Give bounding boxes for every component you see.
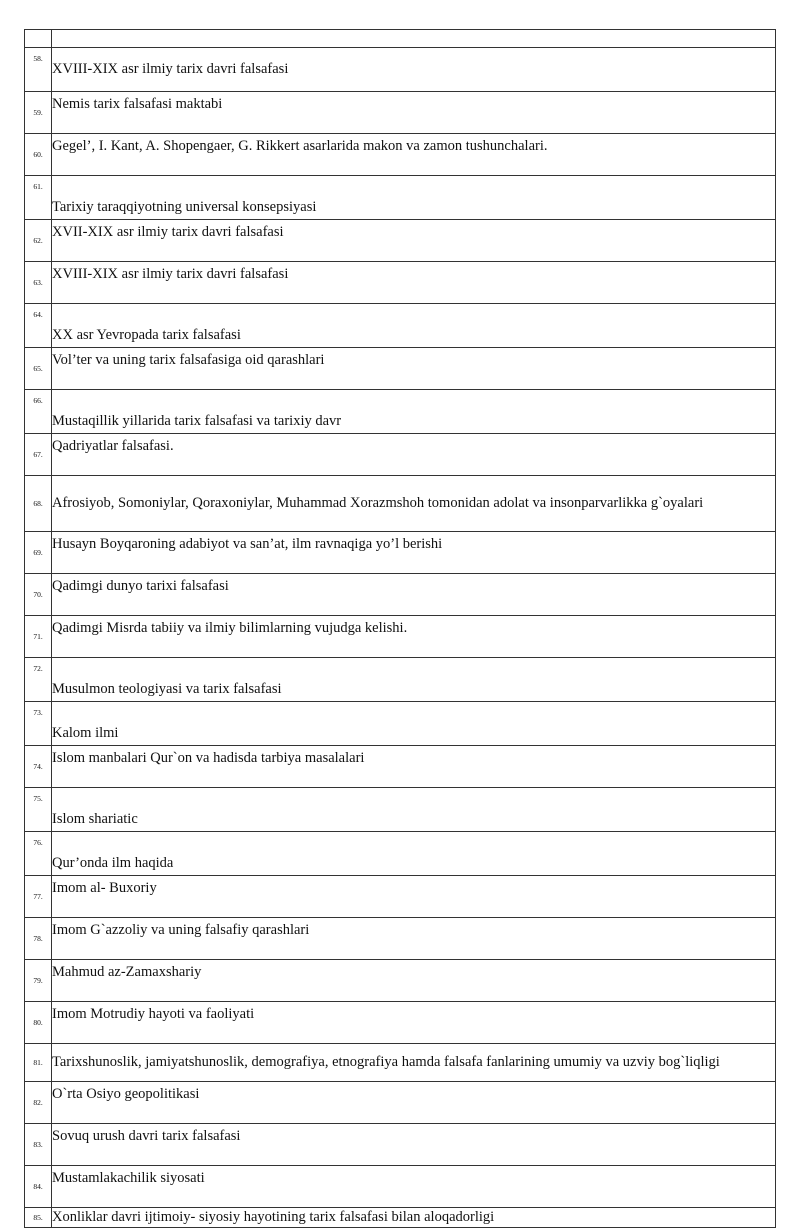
row-number: 79. (25, 960, 52, 1002)
row-number: 67. (25, 434, 52, 476)
row-topic: Qadimgi Misrda tabiiy va ilmiy bilimlarning vujudga kelishi. (52, 616, 776, 658)
table-row (25, 574, 776, 616)
header-cell-number (25, 30, 52, 48)
row-number: 65. (25, 348, 52, 390)
row-topic: Musulmon teologiyasi va tarix falsafasi (52, 658, 776, 702)
row-topic: Kalom ilmi (52, 702, 776, 746)
row-number: 73. (25, 702, 52, 746)
table-row (25, 134, 776, 176)
table-row (25, 434, 776, 476)
row-topic: Afrosiyob, Somoniylar, Qoraxoniylar, Muhammad Xorazmshoh tomonidan adolat va insonparvarlikka g`oyalari (52, 476, 776, 532)
row-topic: Mahmud az-Zamaxshariy (52, 960, 776, 1002)
row-number: 61. (25, 176, 52, 220)
row-topic: Imom al- Buxoriy (52, 876, 776, 918)
table-row (25, 48, 776, 92)
row-topic: Xonliklar davri ijtimoiy- siyosiy hayotining tarix falsafasi bilan aloqadorligi (52, 1208, 776, 1228)
table-row (25, 658, 776, 702)
row-number: 84. (25, 1166, 52, 1208)
row-number: 81. (25, 1044, 52, 1082)
table-header-row (25, 30, 776, 48)
row-topic: Sovuq urush davri tarix falsafasi (52, 1124, 776, 1166)
row-topic: Islom shariatic (52, 788, 776, 832)
table-row (25, 176, 776, 220)
row-topic: XVIII-XIX asr ilmiy tarix davri falsafasi (52, 48, 776, 92)
row-topic: Mustamlakachilik siyosati (52, 1166, 776, 1208)
table-row (25, 1166, 776, 1208)
row-topic: Qadriyatlar falsafasi. (52, 434, 776, 476)
table-row (25, 1208, 776, 1228)
row-number: 70. (25, 574, 52, 616)
table-row (25, 532, 776, 574)
row-number: 63. (25, 262, 52, 304)
row-topic: Imom Motrudiy hayoti va faoliyati (52, 1002, 776, 1044)
row-topic: Husayn Boyqaroning adabiyot va san’at, ilm ravnaqiga yo’l berishi (52, 532, 776, 574)
row-topic: Mustaqillik yillarida tarix falsafasi va tarixiy davr (52, 390, 776, 434)
row-topic: XVII-XIX asr ilmiy tarix davri falsafasi (52, 220, 776, 262)
row-number: 60. (25, 134, 52, 176)
table-row (25, 348, 776, 390)
table-row (25, 832, 776, 876)
row-number: 82. (25, 1082, 52, 1124)
row-number: 59. (25, 92, 52, 134)
table-row (25, 788, 776, 832)
row-number: 78. (25, 918, 52, 960)
row-number: 69. (25, 532, 52, 574)
row-topic: Tarixshunoslik, jamiyatshunoslik, demografiya, etnografiya hamda falsafa fanlarining umumiy va uzviy bog`liqligi (52, 1044, 776, 1082)
row-topic: XX asr Yevropada tarix falsafasi (52, 304, 776, 348)
table-row (25, 960, 776, 1002)
table-row (25, 1044, 776, 1082)
table-row (25, 1082, 776, 1124)
table-row (25, 918, 776, 960)
row-number: 66. (25, 390, 52, 434)
table-row (25, 616, 776, 658)
table-row (25, 262, 776, 304)
row-topic: Qur’onda ilm haqida (52, 832, 776, 876)
topics-table (24, 29, 776, 1228)
table-row (25, 876, 776, 918)
row-topic: XVIII-XIX asr ilmiy tarix davri falsafasi (52, 262, 776, 304)
table-row (25, 702, 776, 746)
table-row (25, 1002, 776, 1044)
table-row (25, 1124, 776, 1166)
table-row (25, 304, 776, 348)
row-topic: Vol’ter va uning tarix falsafasiga oid qarashlari (52, 348, 776, 390)
row-topic: Tarixiy taraqqiyotning universal konsepsiyasi (52, 176, 776, 220)
row-number: 77. (25, 876, 52, 918)
row-number: 76. (25, 832, 52, 876)
row-topic: Gegel’, I. Kant, A. Shopengaer, G. Rikkert asarlarida makon va zamon tushunchalari. (52, 134, 776, 176)
header-cell-topic (52, 30, 776, 48)
row-number: 58. (25, 48, 52, 92)
row-number: 64. (25, 304, 52, 348)
row-number: 74. (25, 746, 52, 788)
row-topic: Islom manbalari Qur`on va hadisda tarbiya masalalari (52, 746, 776, 788)
row-topic: Nemis tarix falsafasi maktabi (52, 92, 776, 134)
row-topic: O`rta Osiyo geopolitikasi (52, 1082, 776, 1124)
row-number: 85. (25, 1208, 52, 1228)
table-row (25, 390, 776, 434)
row-number: 75. (25, 788, 52, 832)
row-number: 71. (25, 616, 52, 658)
row-number: 68. (25, 476, 52, 532)
row-topic: Qadimgi dunyo tarixi falsafasi (52, 574, 776, 616)
row-number: 80. (25, 1002, 52, 1044)
table-row (25, 92, 776, 134)
table-row (25, 476, 776, 532)
table-row (25, 746, 776, 788)
row-topic: Imom G`azzoliy va uning falsafiy qarashlari (52, 918, 776, 960)
row-number: 62. (25, 220, 52, 262)
row-number: 83. (25, 1124, 52, 1166)
row-number: 72. (25, 658, 52, 702)
table-row (25, 220, 776, 262)
